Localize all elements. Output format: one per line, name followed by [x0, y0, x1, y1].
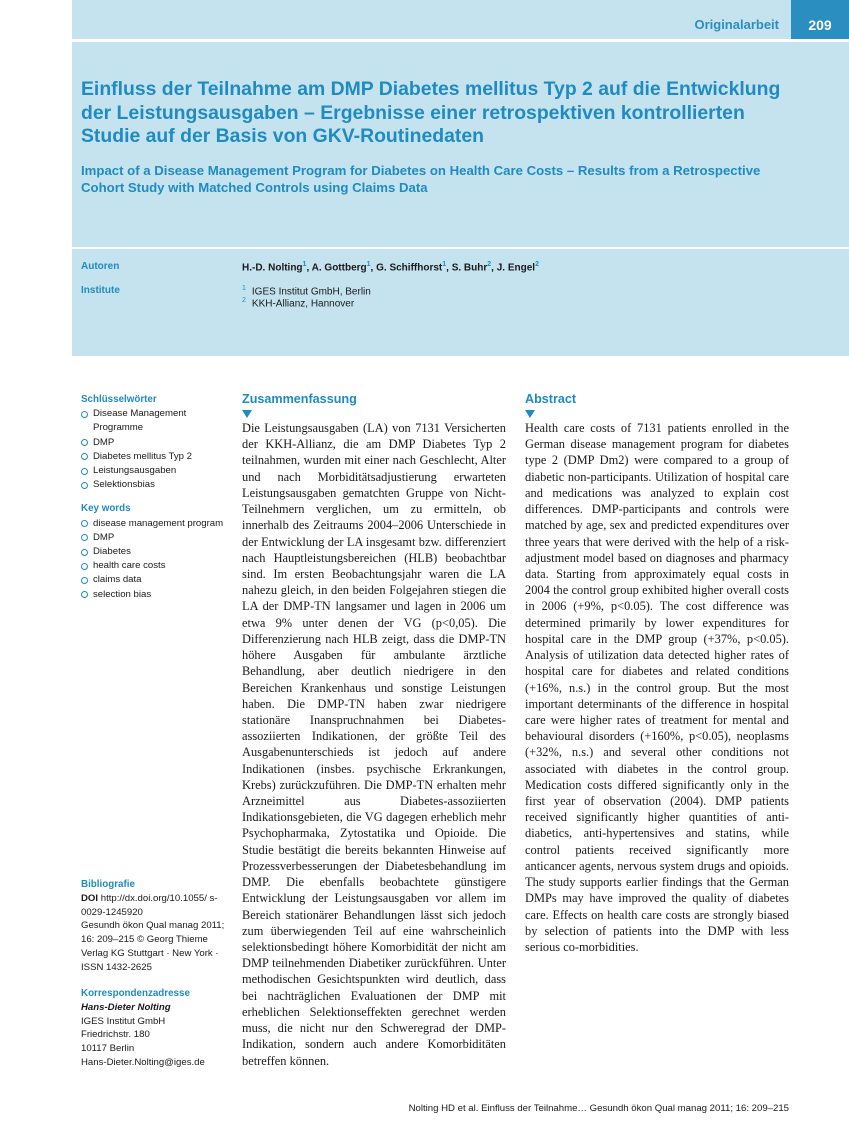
- institute-item: [242, 285, 371, 297]
- author-affiliation: 1: [366, 261, 371, 268]
- doi-label: DOI: [81, 892, 99, 904]
- keyword-item: selection bias: [81, 588, 231, 602]
- section-label: Originalarbeit: [694, 17, 779, 32]
- doi-link[interactable]: http://dx.doi.org/10.1055/ s-0029-1245920: [81, 892, 218, 918]
- author-affiliation: 2: [487, 261, 492, 268]
- author-affiliation: 1: [442, 261, 447, 268]
- correspondence: [81, 987, 231, 1070]
- abstract-english-heading: Abstract: [525, 392, 577, 406]
- institute-number: 2: [242, 297, 246, 304]
- institutes-label: Institute: [81, 285, 120, 296]
- abstract-english-text: Health care costs of 7131 patients enrolled in the German disease management program for diabetes type 2 (DMP Dm2) were compared to a group of diabetic non-participants. Utilization of hospital care and medications was analyzed to explain cost differences. DMP-participants and controls were matched by age, sex and predicted expenditures over three years that were derived with the help of a risk-adjustment model based on diagnoses and pharmacy data. Starting from approximately equal costs in 2004 the control group exhibited higher overall costs in 2006 (+9%, p<0.05). The cost difference was determined primarily by lower expenditures for hospital care in the DMP group (+37%, p<0.05). Analysis of utilization data detected higher rates of hospital care for diabetes and related conditions (+16%, n.s.) in the control group. But the most important determinants of the difference in hospital care were higher rates of treatment for mental and behavioural disorders (+160%, p<0.05), neoplasms (+32%, n.s.) and several other conditions not associated with diabetes in the control group. Medication costs differed significantly only in the first year of observation (2004). DMP patients received significantly higher quantities of anti-diabetics, anti-hypertensives and statins, while control patients received significantly more anticancer agents, nervous system drugs and opioids. The study supports earlier findings that the German DMPs may have improved the quality of diabetes care. Effects on health care costs are strongly biased by selection of patients into the DMP with less serious co-morbidities.: [525, 421, 789, 954]
- author-list: H.-D. Nolting$^1$, A. Gottberg$^1$, G. Schiffhorst$^1$, S. Buhr$^2$, J. Engel$^2$: [242, 261, 539, 274]
- correspondence-label: Korrespondenzadresse: [81, 988, 190, 999]
- abstract-german-text: Die Leistungsausgaben (LA) von 7131 Versicherten der KKH-Allianz, die am DMP Diabetes Typ 2 teilnahmen, wurden mit einer nach Geschlecht, Alter und nach Morbiditätsadjustierung erwarteten Leistungsausgaben gematchten Gruppe von Nicht-Teilnehmern verglichen, um zu ermitteln, ob innerhalb des Zeitraums 2004–2006 Unterschiede in der Entwicklung der LA insgesamt bzw. differenziert nach Hauptleistungsbereichen (HLB) beobachtbar sind. Im ersten Beobachtungsjahr waren die LA nahezu gleich, in den beiden Folgejahren stiegen die LA der DMP-TN langsamer und lagen in 2006 um etwa 9% unter denen der VG (p<0,05). Die Differenzierung nach HLB zeigt, dass die DMP-TN höhere Ausgaben für ambulante ärztliche Behandlung, aber deutlich niedrigere in den Bereichen Krankenhaus und sonstige Leistungen haben. Die DMP-TN haben zwar niedrigere stationäre Inanspruchnahmen bei Diabetes-assoziierten Indikationen, der größte Teil des Ausgabenunterschieds ist jedoch auf andere Indikationen (insbes. psychische Erkrankungen, Krebs) zurückzuführen. Die DMP-TN erhalten mehr Arzneimittel aus Diabetes-assoziierten Indikationsgebieten, die VG dagegen erheblich mehr Psychopharmaka, Zytostatika und Opioide. Die Studie bestätigt die bereits bekannten Hinweise auf Prozessverbesserungen der Diabetesbehandlung im DMP. Die ebenfalls beobachtete günstigere Entwicklung der Leistungsausgaben vor allem im Bereich stationärer Behandlungen lässt sich jedoch zum überwiegenden Teil auf eine wahrscheinlich selektionsbedingt höhere Komorbidität der nicht am DMP teilnehmenden Diabetiker zurückführen. Unter methodischen Gesichtspunkten wird deutlich, dass bei nachträglichen Evaluationen der DMP mit erheblichen Selektionseffekten gerechnet werden muss, die nicht nur den Schweregrad der DMP-Indikation, sondern auch andere Komorbiditäten betreffen können.: [242, 421, 506, 1068]
- keyword-item: DMP: [81, 436, 231, 450]
- triangle-marker-icon: [242, 410, 252, 418]
- keywords-en-list: [81, 517, 231, 602]
- keyword-item: health care costs: [81, 559, 231, 573]
- correspondence-line: Friedrichstr. 180: [81, 1029, 150, 1041]
- keywords-de-label: Schlüsselwörter: [81, 394, 157, 405]
- abstract-english: [525, 392, 789, 955]
- keywords-de-list: [81, 407, 231, 492]
- bibliography: [81, 878, 231, 975]
- title-english: Impact of a Disease Management Program for Diabetes on Health Care Costs – Results from a Retrospective Cohort Study with Matched Controls using Claims Data: [81, 163, 761, 195]
- authors-block: [72, 249, 849, 356]
- title-block: [72, 42, 849, 247]
- correspondence-line: 10117 Berlin: [81, 1043, 135, 1055]
- keyword-item: Selektionsbias: [81, 478, 231, 492]
- keyword-item: DMP: [81, 531, 231, 545]
- authors-label: Autoren: [81, 261, 120, 272]
- triangle-marker-icon: [525, 410, 535, 418]
- keywords-en-label: Key words: [81, 503, 131, 515]
- page-footer: Nolting HD et al. Einfluss der Teilnahme… Gesundh ökon Qual manag 2011; 16: 209–215: [408, 1103, 789, 1114]
- keyword-item: Leistungsausgaben: [81, 464, 231, 478]
- keyword-item: Disease Management Programme: [81, 407, 231, 435]
- author-affiliation: 1: [302, 261, 307, 268]
- abstract-german: [242, 392, 506, 1069]
- correspondence-email[interactable]: Hans-Dieter.Nolting@iges.de: [81, 1056, 205, 1068]
- author-name: S. Buhr: [451, 262, 488, 274]
- citation: Gesundh ökon Qual manag 2011; 16: 209–215 © Georg Thieme Verlag KG Stuttgart · New York · ISSN 1432-2625: [81, 920, 225, 973]
- author-name: J. Engel: [496, 262, 536, 274]
- abstract-german-heading: Zusammenfassung: [242, 392, 357, 406]
- author-name: H.-D. Nolting: [242, 262, 303, 274]
- keyword-item: claims data: [81, 573, 231, 587]
- correspondence-line: IGES Institut GmbH: [81, 1015, 166, 1027]
- keyword-item: disease management program: [81, 517, 231, 531]
- keywords-sidebar: [81, 393, 231, 602]
- author-affiliation: 2: [535, 261, 539, 268]
- title-german: Einfluss der Teilnahme am DMP Diabetes mellitus Typ 2 auf die Entwicklung der Leistungsausgaben – Ergebnisse einer retrospektiven kontrollierten Studie auf der Basis von GKV-Routinedaten: [81, 78, 781, 147]
- keyword-item: Diabetes mellitus Typ 2: [81, 450, 231, 464]
- institute-item: [242, 297, 354, 309]
- keyword-item: Diabetes: [81, 545, 231, 559]
- correspondence-name: Hans-Dieter Nolting: [81, 1001, 171, 1013]
- institute-number: 1: [242, 285, 246, 292]
- institute-name: KKH-Allianz, Hannover: [251, 298, 355, 310]
- doi-line: [81, 892, 231, 920]
- author-name: G. Schiffhorst: [376, 262, 443, 274]
- institute-name: IGES Institut GmbH, Berlin: [251, 286, 371, 298]
- author-name: A. Gottberg: [311, 262, 367, 274]
- header-bar: [72, 0, 849, 39]
- bibliography-label: Bibliografie: [81, 879, 135, 890]
- page-number: 209: [791, 0, 849, 39]
